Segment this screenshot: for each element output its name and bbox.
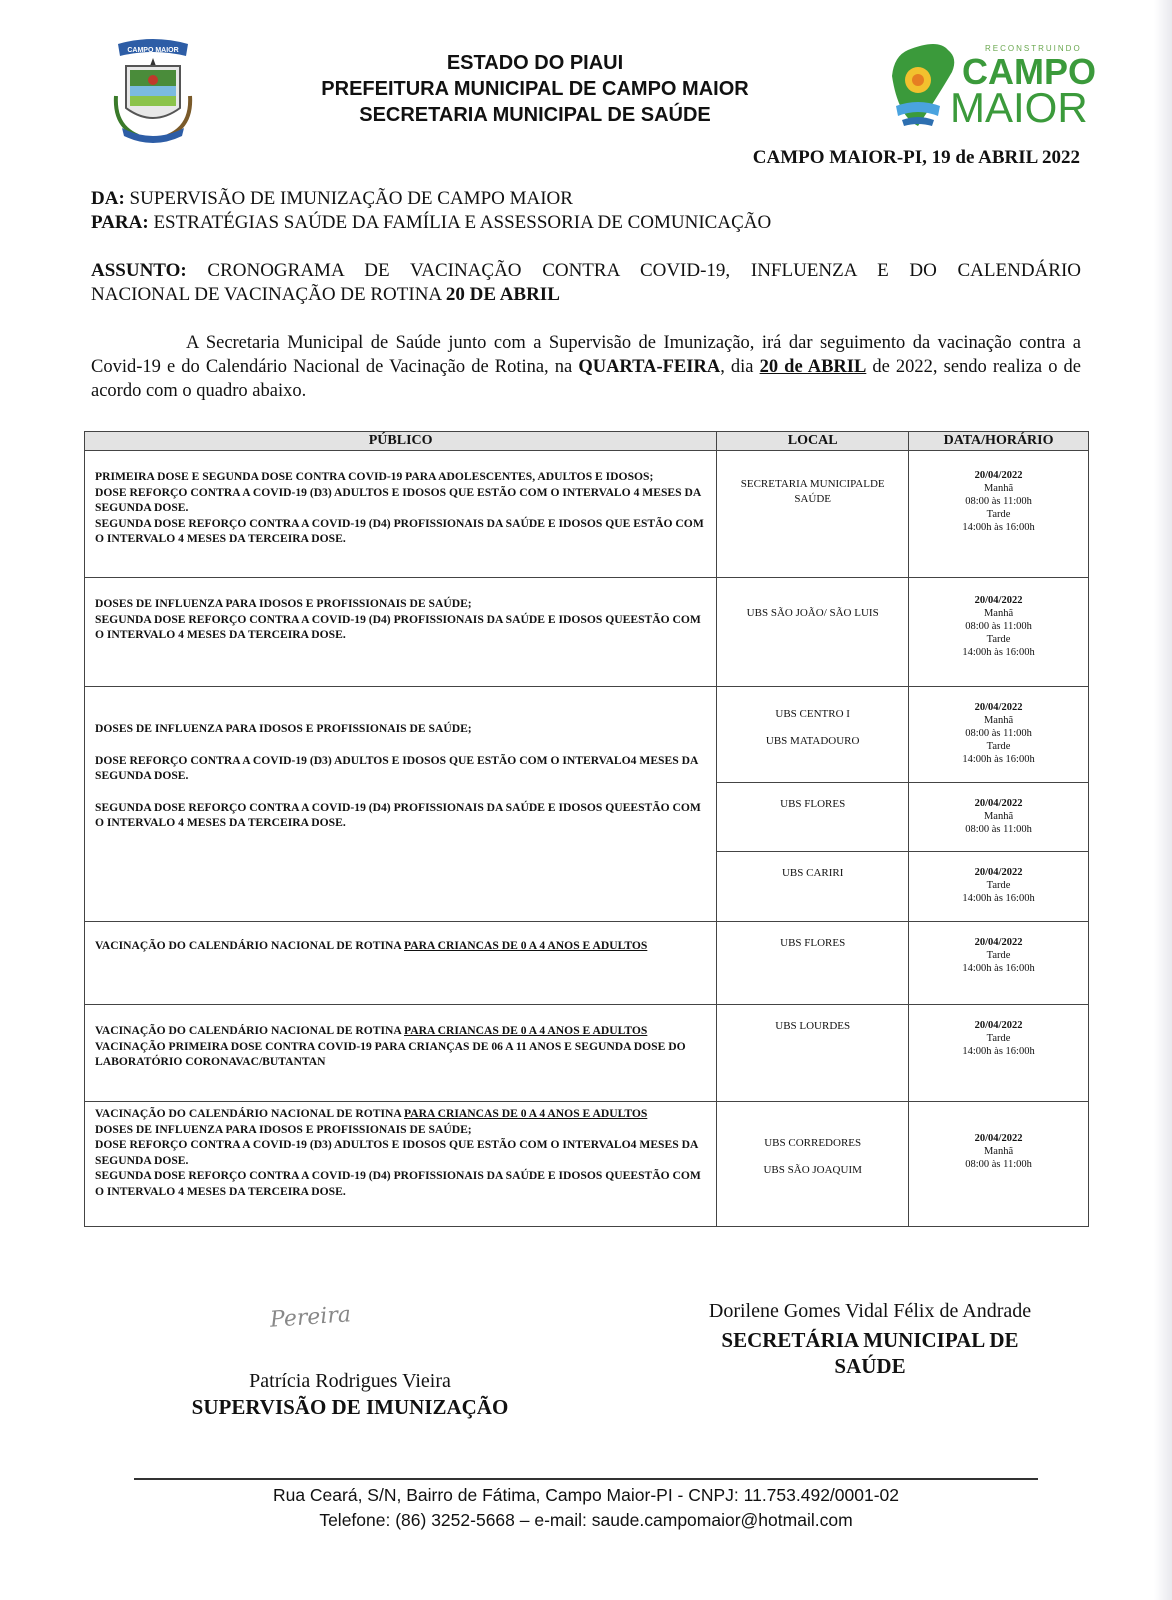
hours: 14:00h às 16:00h	[962, 893, 1035, 904]
local-cell	[717, 687, 909, 783]
publico-line: VACINAÇÃO PRIMEIRA DOSE CONTRA COVID-19 PARA CRIANÇAS DE 06 A 11 ANOS E SEGUNDA DOSE DO LABORATÓRIO CORONAVAC/BUTANTAN	[95, 1039, 686, 1068]
publico-underlined: PARA CRIANCAS DE 0 A 4 ANOS E ADULTOS	[404, 939, 648, 952]
subject-label: ASSUNTO:	[91, 260, 187, 281]
table-row	[85, 578, 1089, 687]
local-line: UBS FLORES	[780, 798, 846, 810]
document-date: CAMPO MAIOR-PI, 19 de ABRIL 2022	[752, 147, 1080, 168]
hours: 08:00 às 11:00h	[965, 824, 1032, 835]
intro-paragraph	[91, 331, 1081, 403]
local-line: SECRETARIA MUNICIPALDE	[740, 478, 885, 490]
publico-line: SEGUNDA DOSE REFORÇO CONTRA A COVID-19 (D4) PROFISSIONAIS DA SAÚDE E IDOSOS QUEESTÃO COM O INTERVALO 4 MESES DA TERCEIRA DOSE.	[95, 612, 701, 641]
local-line: UBS SÃO JOÃO/ SÃO LUIS	[746, 607, 879, 619]
period: Manhã	[983, 1146, 1014, 1157]
publico-line: SEGUNDA DOSE REFORÇO CONTRA A COVID-19 (D4) PROFISSIONAIS DA SAÚDE E IDOSOS QUEESTÃO COM O INTERVALO 4 MESES DA TERCEIRA DOSE.	[95, 800, 701, 829]
intro-date: 20 de ABRIL	[759, 357, 867, 377]
footer-contact: Telefone: (86) 3252-5668 – e-mail: saude.campomaior@hotmail.com	[319, 1510, 853, 1530]
publico-line: SEGUNDA DOSE REFORÇO CONTRA A COVID-19 (D4) PROFISSIONAIS DA SAÚDE E IDOSOS QUE ESTÃO COM O INTERVALO 4 MESES DA TERCEIRA DOSE.	[95, 516, 704, 545]
date: 20/04/2022	[974, 798, 1023, 809]
publico-line	[95, 1023, 706, 1039]
hours: 14:00h às 16:00h	[962, 647, 1035, 658]
intro-part3: de 2022, sendo realiza o de acordo com o quadro abaixo.	[91, 357, 1082, 401]
memo-from	[91, 187, 573, 211]
local-line: UBS MATADOURO	[765, 735, 860, 747]
period: Tarde	[986, 880, 1011, 891]
publico-line: DOSES DE INFLUENZA PARA IDOSOS E PROFISSIONAIS DE SAÚDE;	[95, 722, 472, 735]
data-cell	[909, 578, 1089, 687]
data-cell	[909, 1005, 1089, 1102]
local-line: UBS CARIRI	[781, 867, 844, 879]
publico-cell	[85, 687, 717, 922]
local-cell	[717, 922, 909, 1005]
local-line: UBS CORREDORES	[764, 1137, 862, 1149]
data-cell	[909, 451, 1089, 578]
publico-line: DOSES DE INFLUENZA PARA IDOSOS E PROFISSIONAIS DE SAÚDE;	[95, 597, 472, 610]
period: Manhã	[983, 715, 1014, 726]
publico-cell	[85, 1102, 717, 1227]
table-row	[85, 922, 1089, 1005]
hours: 08:00 às 11:00h	[965, 1159, 1032, 1170]
date: 20/04/2022	[974, 867, 1023, 878]
footer-address: Rua Ceará, S/N, Bairro de Fátima, Campo Maior-PI - CNPJ: 11.753.492/0001-02	[272, 1485, 900, 1505]
hours: 08:00 às 11:00h	[965, 728, 1032, 739]
table-row	[85, 1102, 1089, 1227]
period: Tarde	[986, 509, 1011, 520]
local-cell	[717, 783, 909, 852]
subject-value-2: NACIONAL DE VACINAÇÃO DE ROTINA	[91, 284, 442, 305]
publico-line: DOSE REFORÇO CONTRA A COVID-19 (D3) ADULTOS E IDOSOS QUE ESTÃO COM O INTERVALO4 MESES DA SEGUNDA DOSE.	[95, 1138, 698, 1167]
logo-tagline: RECONSTRUINDO	[985, 44, 1082, 53]
hours: 08:00 às 11:00h	[965, 621, 1032, 632]
period: Manhã	[983, 483, 1014, 494]
publico-prefix: VACINAÇÃO DO CALENDÁRIO NACIONAL DE ROTINA	[95, 939, 402, 952]
data-cell	[909, 783, 1089, 852]
to-value: ESTRATÉGIAS SAÚDE DA FAMÍLIA E ASSESSORIA DE COMUNICAÇÃO	[153, 212, 772, 233]
handwritten-signature: Pereira	[269, 1302, 352, 1333]
seal-ribbon-text: CAMPO MAIOR	[127, 47, 179, 54]
signature-right	[670, 1300, 1070, 1379]
local-line: SAÚDE	[794, 493, 832, 505]
hours: 14:00h às 16:00h	[962, 1046, 1035, 1057]
period: Tarde	[986, 634, 1011, 645]
period: Tarde	[986, 741, 1011, 752]
memo-subject-line2	[91, 283, 560, 307]
publico-line: DOSE REFORÇO CONTRA A COVID-19 (D3) ADULTOS E IDOSOS QUE ESTÃO COM O INTERVALO4 MESES DA SEGUNDA DOSE.	[95, 753, 698, 782]
hours: 14:00h às 16:00h	[962, 754, 1035, 765]
publico-line	[95, 938, 706, 954]
publico-line: DOSES DE INFLUENZA PARA IDOSOS E PROFISSIONAIS DE SAÚDE;	[95, 1122, 472, 1136]
publico-underlined: PARA CRIANCAS DE 0 A 4 ANOS E ADULTOS	[404, 1024, 648, 1037]
local-line: UBS LOURDES	[775, 1020, 851, 1032]
data-cell	[909, 852, 1089, 922]
local-line: UBS SÃO JOAQUIM	[763, 1164, 862, 1176]
memo-to	[91, 211, 771, 235]
publico-cell	[85, 922, 717, 1005]
local-cell	[717, 852, 909, 922]
header-secretariat: SECRETARIA MUNICIPAL DE SAÚDE	[359, 104, 711, 126]
data-cell	[909, 922, 1089, 1005]
logo-maior: MAIOR	[950, 84, 1088, 131]
local-line: UBS CENTRO I	[775, 708, 850, 720]
date: 20/04/2022	[974, 470, 1023, 481]
intro-part1: A Secretaria Municipal de Saúde junto com a Supervisão de Imunização, irá dar seguimento da vacinação contra a Covid-19 e do Calendário Nacional de Vacinação de Rotina, na	[91, 333, 1081, 377]
from-value: SUPERVISÃO DE IMUNIZAÇÃO DE CAMPO MAIOR	[129, 188, 573, 209]
table-row	[85, 687, 1089, 783]
local-cell	[717, 1005, 909, 1102]
table-header-row	[85, 432, 1089, 451]
memo-subject	[91, 259, 1081, 283]
publico-line: SEGUNDA DOSE REFORÇO CONTRA A COVID-19 (D4) PROFISSIONAIS DA SAÚDE E IDOSOS QUEESTÃO COM O INTERVALO 4 MESES DA TERCEIRA DOSE.	[95, 1169, 701, 1198]
date: 20/04/2022	[974, 595, 1023, 606]
publico-underlined: PARA CRIANCAS DE 0 A 4 ANOS E ADULTOS	[404, 1107, 648, 1120]
hours: 14:00h às 16:00h	[962, 963, 1035, 974]
signer-role-right-1: SECRETÁRIA MUNICIPAL DE	[721, 1328, 1019, 1352]
municipal-seal-icon	[108, 36, 198, 146]
publico-prefix: VACINAÇÃO DO CALENDÁRIO NACIONAL DE ROTINA	[95, 1107, 402, 1120]
col-header-data: DATA/HORÁRIO	[909, 432, 1089, 451]
data-cell	[909, 1102, 1089, 1227]
period: Manhã	[983, 608, 1014, 619]
table-row	[85, 451, 1089, 578]
vaccination-schedule-table	[84, 431, 1089, 1227]
subject-date: 20 DE ABRIL	[445, 284, 560, 305]
period: Tarde	[986, 950, 1011, 961]
intro-weekday: QUARTA-FEIRA	[578, 357, 721, 377]
period: Manhã	[983, 811, 1014, 822]
intro-part2: , dia	[720, 357, 754, 377]
publico-line	[95, 1106, 706, 1122]
signer-role-right-2: SAÚDE	[834, 1354, 906, 1378]
publico-cell	[85, 1005, 717, 1102]
signature-left	[150, 1370, 550, 1420]
header-prefecture: PREFEITURA MUNICIPAL DE CAMPO MAIOR	[321, 78, 749, 100]
logo-campo: CAMPO	[962, 51, 1096, 92]
publico-line: PRIMEIRA DOSE E SEGUNDA DOSE CONTRA COVID-19 PARA ADOLESCENTES, ADULTOS E IDOSOS;	[95, 470, 654, 483]
publico-line: DOSE REFORÇO CONTRA A COVID-19 (D3) ADULTOS E IDOSOS QUE ESTÃO COM O INTERVALO 4 MESES DA SEGUNDA DOSE.	[95, 485, 701, 514]
from-label: DA:	[91, 188, 125, 209]
hours: 08:00 às 11:00h	[965, 496, 1032, 507]
footer-divider	[134, 1478, 1038, 1480]
local-cell	[717, 1102, 909, 1227]
date: 20/04/2022	[974, 1020, 1023, 1031]
publico-cell	[85, 578, 717, 687]
local-cell	[717, 451, 909, 578]
hours: 14:00h às 16:00h	[962, 522, 1035, 533]
table-row	[85, 1005, 1089, 1102]
local-line: UBS FLORES	[780, 937, 846, 949]
col-header-local: LOCAL	[717, 432, 909, 451]
signer-name-right: Dorilene Gomes Vidal Félix de Andrade	[708, 1300, 1032, 1322]
subject-value-1: CRONOGRAMA DE VACINAÇÃO CONTRA COVID-19, INFLUENZA E DO CALENDÁRIO	[207, 260, 1082, 281]
date: 20/04/2022	[974, 1133, 1023, 1144]
period: Tarde	[986, 1033, 1011, 1044]
header-state: ESTADO DO PIAUI	[446, 52, 624, 74]
signer-role-left: SUPERVISÃO DE IMUNIZAÇÃO	[191, 1395, 509, 1419]
to-label: PARA:	[91, 212, 149, 233]
publico-cell	[85, 451, 717, 578]
page-edge	[1154, 0, 1172, 1600]
col-header-publico: PÚBLICO	[85, 432, 717, 451]
local-cell	[717, 578, 909, 687]
data-cell	[909, 687, 1089, 783]
publico-prefix: VACINAÇÃO DO CALENDÁRIO NACIONAL DE ROTINA	[95, 1024, 402, 1037]
date: 20/04/2022	[974, 702, 1023, 713]
date: 20/04/2022	[974, 937, 1023, 948]
signer-name-left: Patrícia Rodrigues Vieira	[249, 1370, 451, 1392]
